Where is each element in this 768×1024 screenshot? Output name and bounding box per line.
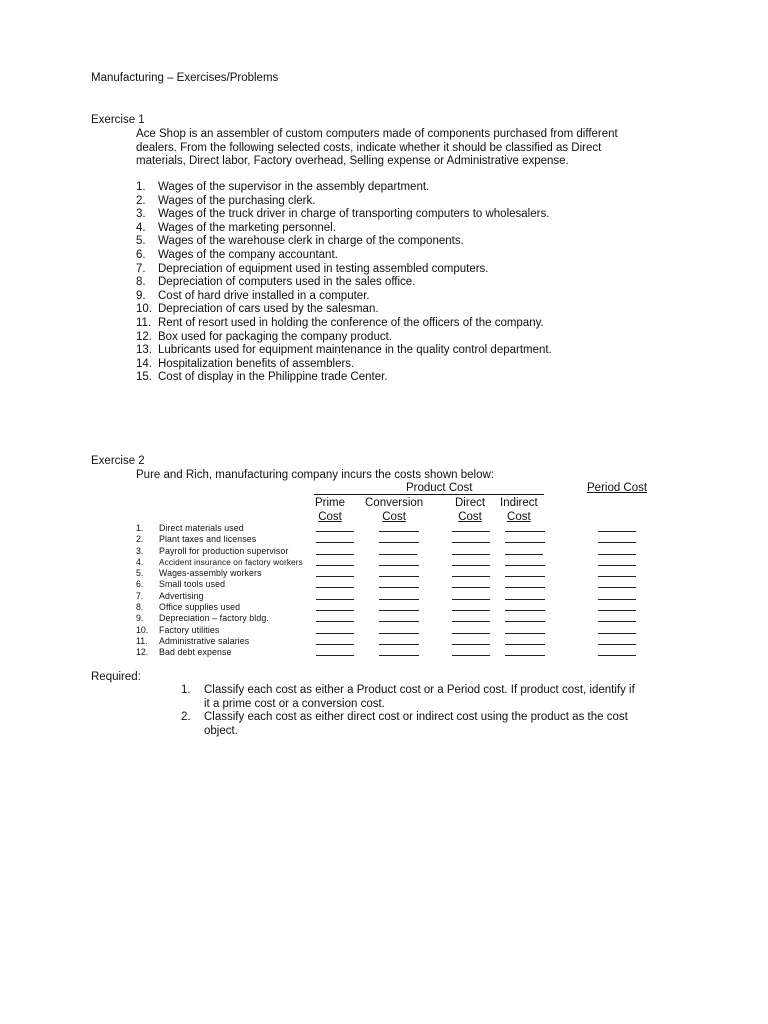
blank-indirect bbox=[505, 644, 545, 645]
table-row bbox=[136, 579, 656, 590]
blank-period bbox=[598, 587, 636, 588]
table-row bbox=[136, 534, 656, 545]
blank-direct bbox=[452, 587, 490, 588]
blank-prime bbox=[316, 610, 354, 611]
list-item bbox=[136, 235, 552, 249]
table-row bbox=[136, 602, 656, 613]
item-number: 10. bbox=[136, 303, 152, 316]
list-item bbox=[181, 684, 635, 711]
blank-prime bbox=[316, 542, 354, 543]
row-label: Factory utilities bbox=[159, 624, 220, 635]
item-text: Wages of the warehouse clerk in charge of the components. bbox=[158, 235, 464, 248]
blank-prime bbox=[316, 644, 354, 645]
product-cost-rule bbox=[314, 494, 544, 495]
column-header-indirect: Indirect Cost bbox=[500, 497, 538, 523]
blank-indirect bbox=[505, 599, 545, 600]
table-row bbox=[136, 647, 656, 658]
blank-period bbox=[598, 610, 636, 611]
item-text: Wages of the marketing personnel. bbox=[158, 221, 336, 234]
item-number: 1. bbox=[181, 684, 191, 696]
item-text: Rent of resort used in holding the conference of the officers of the company. bbox=[158, 316, 544, 329]
blank-period bbox=[598, 599, 636, 600]
blank-period bbox=[598, 621, 636, 622]
exercise-1-intro-line: materials, Direct labor, Factory overhead, Selling expense or Administrative expense. bbox=[136, 155, 569, 168]
blank-conversion bbox=[379, 576, 419, 577]
column-header-prime: Prime Cost bbox=[315, 497, 346, 523]
exercise-1-intro bbox=[136, 128, 696, 169]
item-text: Classify each cost as either direct cost or indirect cost using the product as the cost bbox=[204, 711, 628, 724]
blank-indirect bbox=[505, 576, 545, 577]
blank-prime bbox=[316, 565, 354, 566]
row-label: Small tools used bbox=[159, 579, 226, 590]
table-row bbox=[136, 591, 656, 602]
row-number: 8. bbox=[136, 602, 144, 613]
table-row bbox=[136, 523, 656, 534]
blank-period bbox=[598, 542, 636, 543]
row-label: Accident insurance on factory workers bbox=[159, 556, 303, 567]
cost-table bbox=[136, 523, 656, 659]
row-number: 10. bbox=[136, 624, 149, 635]
list-item bbox=[136, 331, 552, 345]
item-text: Wages of the supervisor in the assembly department. bbox=[158, 181, 430, 193]
blank-prime bbox=[316, 655, 354, 656]
list-item bbox=[136, 249, 552, 263]
blank-period bbox=[598, 655, 636, 656]
blank-direct bbox=[452, 633, 490, 634]
blank-direct bbox=[452, 542, 490, 543]
item-number: 13. bbox=[136, 344, 152, 357]
blank-prime bbox=[316, 587, 354, 588]
list-item bbox=[136, 317, 552, 331]
blank-conversion bbox=[379, 655, 419, 656]
item-text: Depreciation of equipment used in testing assembled computers. bbox=[158, 262, 489, 275]
blank-direct bbox=[452, 576, 490, 577]
blank-direct bbox=[452, 554, 490, 555]
blank-direct bbox=[452, 655, 490, 656]
blank-prime bbox=[316, 576, 354, 577]
blank-direct bbox=[452, 599, 490, 600]
blank-direct bbox=[452, 644, 490, 645]
row-number: 11. bbox=[136, 635, 148, 646]
column-header-direct: Direct Cost bbox=[455, 497, 486, 523]
list-item bbox=[136, 181, 552, 195]
row-label: Payroll for production supervisor bbox=[159, 545, 289, 556]
list-item bbox=[136, 222, 552, 236]
blank-indirect bbox=[505, 554, 543, 555]
row-number: 6. bbox=[136, 579, 144, 590]
blank-period bbox=[598, 644, 636, 645]
blank-conversion bbox=[379, 554, 417, 555]
blank-conversion bbox=[379, 565, 419, 566]
blank-period bbox=[598, 531, 636, 532]
row-label: Plant taxes and licenses bbox=[159, 534, 257, 545]
row-number: 4. bbox=[136, 556, 144, 567]
table-row bbox=[136, 613, 656, 624]
blank-indirect bbox=[505, 531, 545, 532]
blank-prime bbox=[316, 531, 354, 532]
blank-indirect bbox=[505, 610, 545, 611]
item-number: 4. bbox=[136, 221, 146, 234]
item-number: 6. bbox=[136, 248, 146, 261]
blank-conversion bbox=[379, 610, 419, 611]
exercise-1-intro-line: dealers. From the following selected costs, indicate whether it should be classified as Direct bbox=[136, 141, 602, 154]
list-item bbox=[136, 276, 552, 290]
row-number: 12. bbox=[136, 647, 149, 658]
list-item bbox=[136, 208, 552, 222]
list-item bbox=[136, 371, 552, 385]
item-number: 11. bbox=[136, 316, 152, 329]
item-number: 9. bbox=[136, 289, 146, 302]
row-number: 5. bbox=[136, 568, 144, 579]
row-label: Advertising bbox=[159, 590, 204, 601]
item-text: Depreciation of cars used by the salesman. bbox=[158, 303, 379, 316]
blank-direct bbox=[452, 621, 490, 622]
period-cost-header: Period Cost bbox=[587, 482, 648, 494]
column-header-conversion: Conversion Cost bbox=[365, 497, 424, 523]
blank-indirect bbox=[505, 633, 545, 634]
row-number: 7. bbox=[136, 590, 144, 601]
list-item bbox=[136, 195, 552, 209]
blank-indirect bbox=[505, 542, 545, 543]
blank-indirect bbox=[505, 565, 545, 566]
item-text: Cost of hard drive installed in a computer. bbox=[158, 289, 370, 302]
item-text: Depreciation of computers used in the sales office. bbox=[158, 276, 416, 289]
exercise-1-intro-line: Ace Shop is an assembler of custom computers made of components purchased from different bbox=[136, 128, 618, 140]
required-heading: Required: bbox=[91, 671, 141, 683]
row-number: 9. bbox=[136, 613, 144, 624]
list-item bbox=[181, 711, 635, 738]
exercise-1-heading: Exercise 1 bbox=[91, 114, 145, 126]
list-item bbox=[136, 358, 552, 372]
exercise-2-heading: Exercise 2 bbox=[91, 455, 145, 467]
item-number: 8. bbox=[136, 276, 146, 289]
table-row bbox=[136, 625, 656, 636]
blank-period bbox=[598, 576, 636, 577]
blank-prime bbox=[316, 633, 354, 634]
blank-conversion bbox=[379, 587, 419, 588]
item-number: 14. bbox=[136, 357, 152, 370]
blank-conversion bbox=[379, 542, 419, 543]
item-text: Lubricants used for equipment maintenance in the quality control department. bbox=[158, 344, 552, 357]
item-number: 7. bbox=[136, 262, 146, 275]
item-text: Box used for packaging the company product. bbox=[158, 330, 392, 343]
table-row bbox=[136, 568, 656, 579]
row-number: 1. bbox=[136, 523, 144, 533]
item-number: 2. bbox=[181, 711, 191, 724]
blank-conversion bbox=[379, 531, 419, 532]
item-text: Wages of the company accountant. bbox=[158, 248, 338, 261]
item-text: Cost of display in the Philippine trade Center. bbox=[158, 371, 388, 384]
list-item bbox=[136, 303, 552, 317]
table-row bbox=[136, 636, 656, 647]
document-title: Manufacturing – Exercises/Problems bbox=[91, 72, 279, 84]
blank-period bbox=[598, 554, 636, 555]
item-text: Wages of the purchasing clerk. bbox=[158, 194, 316, 207]
list-item bbox=[136, 290, 552, 304]
blank-prime bbox=[316, 621, 354, 622]
item-number: 1. bbox=[136, 181, 146, 193]
product-cost-header: Product Cost bbox=[406, 482, 473, 494]
blank-conversion bbox=[379, 599, 419, 600]
blank-conversion bbox=[379, 621, 419, 622]
item-text: object. bbox=[204, 724, 238, 737]
required-list bbox=[181, 684, 635, 738]
exercise-1-list bbox=[136, 181, 552, 385]
row-label: Depreciation – factory bldg. bbox=[159, 613, 269, 624]
item-text: Wages of the truck driver in charge of transporting computers to wholesalers. bbox=[158, 208, 550, 221]
blank-period bbox=[598, 633, 636, 634]
blank-conversion bbox=[379, 633, 419, 634]
item-number: 12. bbox=[136, 330, 152, 343]
list-item bbox=[136, 263, 552, 277]
item-text: Classify each cost as either a Product cost or a Period cost. If product cost, identify if bbox=[204, 684, 635, 696]
row-label: Bad debt expense bbox=[159, 647, 232, 658]
blank-conversion bbox=[379, 644, 419, 645]
blank-prime bbox=[316, 599, 354, 600]
table-row bbox=[136, 546, 656, 557]
item-number: 5. bbox=[136, 235, 146, 248]
row-label: Wages-assembly workers bbox=[159, 568, 262, 579]
item-text: it a prime cost or a conversion cost. bbox=[204, 697, 385, 710]
blank-direct bbox=[452, 565, 490, 566]
list-item bbox=[136, 344, 552, 358]
item-text: Hospitalization benefits of assemblers. bbox=[158, 357, 355, 370]
table-row bbox=[136, 557, 656, 568]
blank-period bbox=[598, 565, 636, 566]
blank-direct bbox=[452, 531, 490, 532]
blank-indirect bbox=[505, 587, 545, 588]
blank-prime bbox=[316, 554, 354, 555]
exercise-2-intro: Pure and Rich, manufacturing company incurs the costs shown below: bbox=[136, 469, 494, 481]
item-number: 2. bbox=[136, 194, 146, 207]
blank-indirect bbox=[505, 655, 545, 656]
item-number: 3. bbox=[136, 208, 146, 221]
row-number: 2. bbox=[136, 534, 144, 545]
row-label: Office supplies used bbox=[159, 602, 241, 613]
blank-direct bbox=[452, 610, 490, 611]
row-label: Administrative salaries bbox=[159, 635, 250, 646]
blank-indirect bbox=[505, 621, 545, 622]
row-number: 3. bbox=[136, 545, 144, 556]
item-number: 15. bbox=[136, 371, 152, 384]
row-label: Direct materials used bbox=[159, 523, 244, 533]
